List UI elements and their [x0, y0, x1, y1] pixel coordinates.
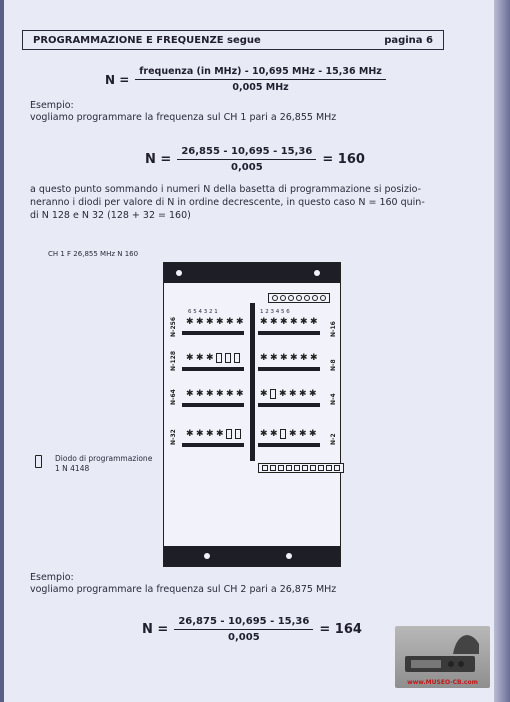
diode-row-n4: ✱ ✱ ✱ ✱ ✱: [260, 389, 317, 399]
connector-top: [268, 293, 330, 303]
example1-formula: [145, 146, 365, 173]
legend-line2: 1 N 4148: [55, 464, 90, 473]
legend-line1: Diodo di programmazione: [55, 454, 153, 463]
example1-result: = 160: [322, 152, 365, 167]
example2-result: = 164: [319, 622, 362, 637]
programming-board: [163, 262, 341, 567]
example2-fraction: [174, 616, 313, 643]
mounting-hole: [176, 270, 182, 276]
diode-row-n8: ✱ ✱ ✱ ✱ ✱ ✱: [260, 353, 318, 363]
bus-bar: [258, 403, 320, 407]
installed-diode: [234, 353, 240, 363]
label-n64: N-64: [170, 389, 177, 405]
diode-row-n64: ✱ ✱ ✱ ✱ ✱ ✱: [186, 389, 244, 399]
page-edge-shadow: [494, 0, 510, 702]
bus-bar: [258, 367, 320, 371]
bus-bar: [182, 403, 244, 407]
example1-numerator: 26,855 - 10,695 - 15,36: [177, 146, 316, 160]
example2-formula: [142, 616, 362, 643]
diagram-caption: CH 1 F 26,855 MHz N 160: [48, 250, 139, 258]
label-n8: N-8: [330, 359, 337, 371]
board-top-bar: [164, 263, 340, 283]
diode-row-n2: ✱ ✱ ✱ ✱ ✱: [260, 429, 317, 439]
formula-fraction: [135, 66, 386, 93]
board-bottom-bar: [164, 546, 340, 566]
general-formula: [105, 66, 392, 93]
mounting-hole: [286, 553, 292, 559]
example1-denominator: 0,005: [231, 162, 263, 173]
radio-watermark-icon: [395, 626, 490, 678]
example1-text: vogliamo programmare la frequenza sul CH 1 pari a 26,855 MHz: [30, 112, 337, 123]
example2-numerator: 26,875 - 10,695 - 15,36: [174, 616, 313, 630]
example1-label: Esempio:: [30, 100, 74, 111]
header-page-number: pagina 6: [384, 34, 433, 46]
example2-lhs: N =: [142, 622, 169, 637]
label-n2: N-2: [330, 433, 337, 445]
connector-bottom: [258, 463, 344, 473]
example2-text: vogliamo programmare la frequenza sul CH 2 pari a 26,875 MHz: [30, 584, 337, 595]
formula-lhs: N =: [105, 72, 130, 87]
left-number-row: 6 5 4 3 2 1: [188, 309, 218, 315]
installed-diode: [235, 429, 241, 439]
installed-diode: [270, 389, 276, 399]
installed-diode: [216, 353, 222, 363]
right-number-row: 1 2 3 4 5 6: [260, 309, 290, 315]
label-n4: N-4: [330, 393, 337, 405]
diode-row-n16: ✱ ✱ ✱ ✱ ✱ ✱: [260, 317, 318, 327]
bus-bar: [258, 331, 320, 335]
example2-label: Esempio:: [30, 572, 74, 583]
installed-diode: [225, 353, 231, 363]
explanation-line1: a questo punto sommando i numeri N della basetta di programmazione si posizio-: [30, 184, 421, 195]
logo-text: www.MUSEO-CB.com: [407, 679, 478, 686]
bus-bar: [182, 367, 244, 371]
header-title: PROGRAMMAZIONE E FREQUENZE segue: [33, 34, 261, 46]
diode-row-n128: ✱ ✱ ✱: [186, 353, 240, 364]
mounting-hole: [314, 270, 320, 276]
center-divider: [250, 303, 255, 461]
page-header: [22, 30, 444, 50]
explanation-line3: di N 128 e N 32 (128 + 32 = 160): [30, 210, 191, 221]
example1-lhs: N =: [145, 152, 172, 167]
label-n32: N-32: [170, 429, 177, 445]
bus-bar: [182, 443, 244, 447]
formula-numerator: frequenza (in MHz) - 10,695 MHz - 15,36 MHz: [135, 66, 386, 80]
installed-diode: [280, 429, 286, 439]
label-n128: N-128: [170, 350, 177, 371]
example2-denominator: 0,005: [228, 632, 260, 643]
diode-legend-icon: [35, 455, 42, 468]
label-n256: N-256: [170, 316, 177, 337]
museo-cb-logo: [395, 626, 490, 688]
label-n16: N-16: [330, 321, 337, 337]
installed-diode: [226, 429, 232, 439]
diode-row-n256: ✱ ✱ ✱ ✱ ✱ ✱: [186, 317, 244, 327]
formula-denominator: 0,005 MHz: [232, 82, 289, 93]
bus-bar: [182, 331, 244, 335]
bus-bar: [258, 443, 320, 447]
explanation-line2: neranno i diodi per valore di N in ordine decrescente, in questo caso N = 160 quin-: [30, 197, 425, 208]
example1-fraction: [177, 146, 316, 173]
diode-row-n32: ✱ ✱ ✱ ✱: [186, 429, 241, 440]
mounting-hole: [204, 553, 210, 559]
